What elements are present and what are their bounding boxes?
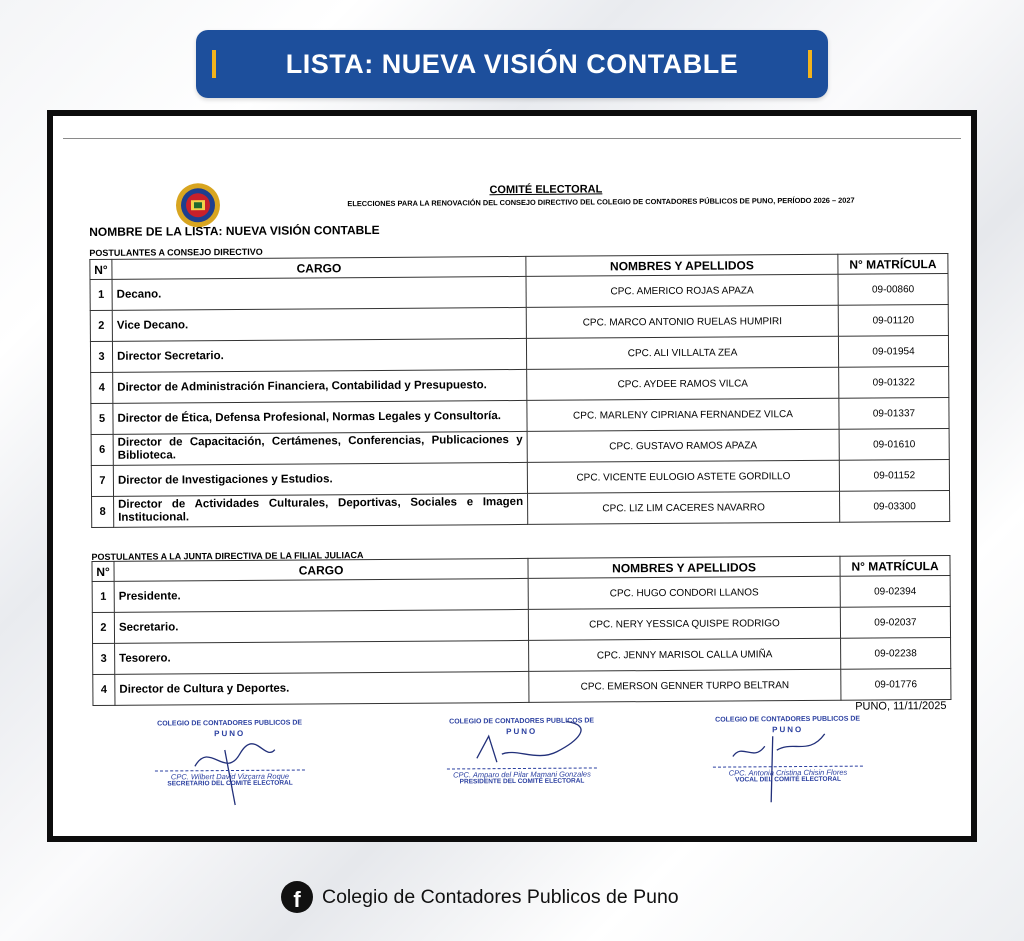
col-header-matricula: N° MATRÍCULA	[838, 253, 948, 274]
row-name: CPC. NERY YESSICA QUISPE RODRIGO	[528, 607, 840, 640]
row-number: 3	[90, 341, 112, 372]
row-number: 5	[91, 403, 113, 434]
handwritten-signature-icon	[713, 716, 864, 807]
list-name: NOMBRE DE LA LISTA: NUEVA VISIÓN CONTABLE	[89, 222, 380, 239]
row-name: CPC. HUGO CONDORI LLANOS	[528, 576, 840, 609]
col-header-name: NOMBRES Y APELLIDOS	[526, 254, 838, 276]
header-subtitle: ELECCIONES PARA LA RENOVACIÓN DEL CONSEJO DIRECTIVO DEL COLEGIO DE CONTADORES PÚBLICOS DE PUNO, PERÍODO 2026 – 2027	[347, 195, 855, 209]
row-cargo: Director Secretario.	[112, 338, 526, 372]
signer-name: CPC. Wilbert David Vizcarra Roque	[155, 769, 305, 781]
section-label-filial: POSTULANTES A LA JUNTA DIRECTIVA DE LA FILIAL JULIACA	[91, 550, 364, 562]
document-date: PUNO, 11/11/2025	[855, 700, 947, 713]
footer-page-name[interactable]: Colegio de Contadores Publicos de Puno	[322, 885, 679, 908]
footer	[281, 881, 679, 913]
signature-president	[447, 717, 598, 808]
table-row	[92, 490, 950, 527]
row-cargo: Vice Decano.	[112, 307, 526, 341]
row-matricula: 09-02394	[840, 575, 950, 607]
row-matricula: 09-02037	[840, 606, 950, 638]
signer-name: CPC. Antonia Cristina Chisin Flores	[713, 766, 863, 778]
banner-accent-left	[212, 50, 216, 78]
col-header-cargo: CARGO	[112, 256, 526, 279]
row-cargo: Director de Actividades Culturales, Deportivas, Sociales e Imagen Institucional.	[114, 493, 528, 527]
signer-role: VOCAL DEL COMITÉ ELECTORAL	[735, 775, 841, 784]
row-name: CPC. GUSTAVO RAMOS APAZA	[527, 429, 839, 462]
stamp-city: PUNO	[214, 728, 246, 739]
row-matricula: 09-01120	[838, 304, 948, 336]
row-cargo: Presidente.	[114, 578, 528, 612]
row-number: 3	[93, 643, 115, 674]
col-header-cargo: CARGO	[114, 558, 528, 581]
row-cargo: Tesorero.	[115, 640, 529, 674]
row-matricula: 09-01322	[839, 366, 949, 398]
banner-title: LISTA: NUEVA VISIÓN CONTABLE	[285, 48, 739, 79]
handwritten-signature-icon	[155, 719, 306, 810]
banner-accent-right	[808, 50, 812, 78]
row-number: 1	[90, 279, 112, 310]
stamp-college: COLEGIO DE CONTADORES PUBLICOS DE	[449, 717, 595, 726]
row-name: CPC. ALI VILLALTA ZEA	[526, 336, 838, 369]
stamp-college: COLEGIO DE CONTADORES PUBLICOS DE	[715, 715, 861, 724]
row-matricula: 09-01610	[839, 428, 949, 460]
row-number: 7	[91, 465, 113, 496]
signer-name: CPC. Amparo del Pilar Mamani Gonzales	[447, 767, 597, 779]
row-number: 1	[92, 581, 114, 612]
row-name: CPC. VICENTE EULOGIO ASTETE GORDILLO	[527, 460, 839, 493]
row-name: CPC. AMERICO ROJAS APAZA	[526, 274, 838, 307]
row-cargo: Secretario.	[114, 609, 528, 643]
title-banner	[196, 30, 828, 98]
row-number: 4	[91, 372, 113, 403]
signer-role: PRESIDENTE DEL COMITÉ ELECTORAL	[459, 777, 585, 786]
row-matricula: 09-01776	[841, 668, 951, 700]
table-row	[93, 668, 951, 705]
row-name: CPC. MARCO ANTONIO RUELAS HUMPIRI	[526, 305, 838, 338]
row-matricula: 09-00860	[838, 273, 948, 305]
stamp-college: COLEGIO DE CONTADORES PUBLICOS DE	[157, 719, 303, 728]
row-number: 4	[93, 674, 115, 705]
row-number: 2	[90, 310, 112, 341]
signature-secretary	[155, 719, 306, 810]
col-header-matricula: N° MATRÍCULA	[840, 555, 950, 576]
council-table	[89, 253, 950, 528]
filial-table	[91, 555, 951, 706]
row-number: 2	[92, 612, 114, 643]
header-title: COMITÉ ELECTORAL	[489, 183, 603, 197]
section-label-council: POSTULANTES A CONSEJO DIRECTIVO	[89, 246, 263, 258]
col-header-name: NOMBRES Y APELLIDOS	[528, 556, 840, 578]
row-matricula: 09-01954	[838, 335, 948, 367]
col-header-number: N°	[90, 259, 112, 279]
col-header-number: N°	[92, 561, 114, 581]
row-matricula: 09-01152	[839, 459, 949, 491]
facebook-icon[interactable]: f	[281, 881, 313, 913]
row-cargo: Director de Ética, Defensa Profesional, Normas Legales y Consultoría.	[113, 400, 527, 434]
row-cargo: Director de Administración Financiera, Contabilidad y Presupuesto.	[113, 369, 527, 403]
stamp-city: PUNO	[772, 725, 804, 735]
row-cargo: Director de Cultura y Deportes.	[115, 671, 529, 705]
scan-edge-line	[63, 138, 961, 139]
stamp-city: PUNO	[506, 726, 538, 737]
row-cargo: Director de Capacitación, Certámenes, Conferencias, Publicaciones y Biblioteca.	[113, 431, 527, 465]
row-name: CPC. EMERSON GENNER TURPO BELTRAN	[529, 669, 841, 702]
row-name: CPC. AYDEE RAMOS VILCA	[527, 367, 839, 400]
row-number: 8	[92, 496, 114, 527]
row-matricula: 09-01337	[839, 397, 949, 429]
row-matricula: 09-03300	[840, 490, 950, 522]
document-sheet	[81, 173, 955, 809]
row-name: CPC. LIZ LIM CACERES NAVARRO	[528, 491, 840, 524]
row-name: CPC. JENNY MARISOL CALLA UMIÑA	[529, 638, 841, 671]
row-number: 6	[91, 434, 113, 465]
row-cargo: Decano.	[112, 276, 526, 310]
row-cargo: Director de Investigaciones y Estudios.	[113, 462, 527, 496]
handwritten-signature-icon	[447, 717, 598, 808]
signature-vocal	[713, 716, 864, 807]
signer-role: SECRETARIO DEL COMITÉ ELECTORAL	[167, 779, 293, 788]
row-matricula: 09-02238	[841, 637, 951, 669]
row-name: CPC. MARLENY CIPRIANA FERNANDEZ VILCA	[527, 398, 839, 431]
document-frame	[47, 110, 977, 842]
